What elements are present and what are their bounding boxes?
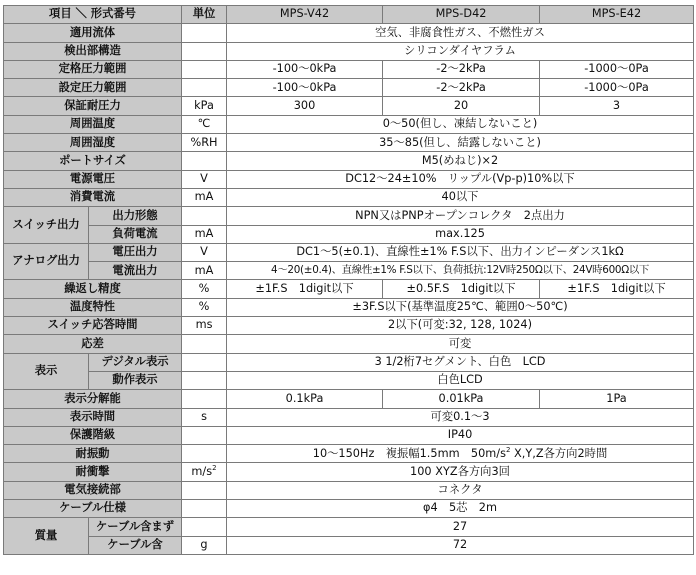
label-action-display: 動作表示	[89, 371, 182, 389]
value-detector: シリコンダイヤフラム	[227, 42, 694, 60]
value-digital-display: 3 1/2桁7セグメント、白色 LCD	[227, 353, 694, 371]
value-resolution-d42: 0.01kPa	[383, 390, 540, 408]
value-vibration	[227, 445, 694, 463]
header-mps-e42: MPS-E42	[540, 6, 694, 24]
unit-output-form	[182, 207, 227, 225]
unit-vibration	[182, 445, 227, 463]
value-set-range-e42: -1000〜0Pa	[540, 79, 694, 97]
unit-mass-without-cable	[182, 518, 227, 536]
label-shock: 耐衝撃	[4, 463, 182, 481]
value-repeatability-e42: ±1F.S 1digit以下	[540, 280, 694, 298]
row-mass-with-cable	[4, 536, 694, 554]
value-connection: コネクタ	[227, 481, 694, 499]
row-ambient-temp	[4, 115, 694, 133]
label-rated-range: 定格圧力範囲	[4, 60, 182, 78]
value-voltage-output: DC1〜5(±0.1)、直線性±1% F.S以下、出力インピーダンス1kΩ	[227, 243, 694, 261]
value-proof-d42: 20	[383, 97, 540, 115]
unit-proof-pressure: kPa	[182, 97, 227, 115]
value-proof-v42: 300	[227, 97, 383, 115]
header-item: 項目 ＼ 形式番号	[4, 6, 182, 24]
unit-resolution	[182, 390, 227, 408]
unit-current-consumption: mA	[182, 188, 227, 206]
label-vibration: 耐振動	[4, 445, 182, 463]
label-repeatability: 繰返し精度	[4, 280, 182, 298]
row-fluid	[4, 24, 694, 42]
value-temp-characteristic: ±3F.S以下(基準温度25℃、範囲0〜50℃)	[227, 298, 694, 316]
row-protection	[4, 426, 694, 444]
label-analog-output: アナログ出力	[4, 243, 89, 280]
label-resolution: 表示分解能	[4, 390, 182, 408]
label-protection: 保護階級	[4, 426, 182, 444]
row-cable	[4, 500, 694, 518]
value-proof-e42: 3	[540, 97, 694, 115]
unit-shock-base: m/s	[191, 465, 213, 479]
row-display-action	[4, 371, 694, 389]
row-display-digital	[4, 353, 694, 371]
label-mass-with-cable: ケーブル含	[89, 536, 182, 554]
label-display: 表示	[4, 353, 89, 390]
header-mps-v42: MPS-V42	[227, 6, 383, 24]
row-display-time	[4, 408, 694, 426]
header-row	[4, 6, 694, 24]
row-shock	[4, 463, 694, 481]
unit-hysteresis	[182, 335, 227, 353]
label-current-consumption: 消費電流	[4, 188, 182, 206]
label-temp-characteristic: 温度特性	[4, 298, 182, 316]
unit-temp-characteristic: %	[182, 298, 227, 316]
label-output-form: 出力形態	[89, 207, 182, 225]
unit-shock	[182, 463, 227, 481]
value-load-current: max.125	[227, 225, 694, 243]
spec-table	[3, 5, 694, 555]
label-supply-voltage: 電源電圧	[4, 170, 182, 188]
row-hysteresis	[4, 335, 694, 353]
value-mass-without-cable: 27	[227, 518, 694, 536]
value-repeatability-v42: ±1F.S 1digit以下	[227, 280, 383, 298]
label-ambient-humidity: 周囲湿度	[4, 134, 182, 152]
unit-voltage-output: V	[182, 243, 227, 261]
row-detector	[4, 42, 694, 60]
value-protection: IP40	[227, 426, 694, 444]
label-response-time: スイッチ応答時間	[4, 317, 182, 335]
label-connection: 電気接続部	[4, 481, 182, 499]
value-output-form: NPN又はPNPオープンコレクタ 2点出力	[227, 207, 694, 225]
value-resolution-e42: 1Pa	[540, 390, 694, 408]
row-vibration	[4, 445, 694, 463]
label-current-output: 電流出力	[89, 262, 182, 280]
label-mass: 質量	[4, 518, 89, 555]
value-ambient-temp: 0〜50(但し、凍結しないこと)	[227, 115, 694, 133]
unit-cable	[182, 500, 227, 518]
label-fluid: 適用流体	[4, 24, 182, 42]
row-mass-without-cable	[4, 518, 694, 536]
value-vibration-exponent: 2	[505, 446, 511, 455]
label-ambient-temp: 周囲温度	[4, 115, 182, 133]
label-set-range: 設定圧力範囲	[4, 79, 182, 97]
value-supply-voltage: DC12〜24±10% リップル(Vp-p)10%以下	[227, 170, 694, 188]
value-action-display: 白色LCD	[227, 371, 694, 389]
unit-current-output: mA	[182, 262, 227, 280]
label-proof-pressure: 保証耐圧力	[4, 97, 182, 115]
row-repeatability	[4, 280, 694, 298]
value-rated-range-v42: -100〜0kPa	[227, 60, 383, 78]
label-port-size: ポートサイズ	[4, 152, 182, 170]
value-hysteresis: 可変	[227, 335, 694, 353]
label-hysteresis: 応差	[4, 335, 182, 353]
label-load-current: 負荷電流	[89, 225, 182, 243]
value-rated-range-e42: -1000〜0Pa	[540, 60, 694, 78]
label-digital-display: デジタル表示	[89, 353, 182, 371]
row-rated-range	[4, 60, 694, 78]
value-port-size: M5(めねじ)×2	[227, 152, 694, 170]
unit-display-time: s	[182, 408, 227, 426]
label-switch-output: スイッチ出力	[4, 207, 89, 244]
unit-set-range	[182, 79, 227, 97]
value-mass-with-cable: 72	[227, 536, 694, 554]
value-set-range-v42: -100〜0kPa	[227, 79, 383, 97]
unit-rated-range	[182, 60, 227, 78]
unit-shock-exponent: 2	[212, 464, 217, 473]
value-display-time: 可変0.1〜3	[227, 408, 694, 426]
row-switch-load-current	[4, 225, 694, 243]
value-current-consumption: 40以下	[227, 188, 694, 206]
spec-table-container	[3, 5, 693, 555]
unit-fluid	[182, 24, 227, 42]
label-display-time: 表示時間	[4, 408, 182, 426]
unit-repeatability: %	[182, 280, 227, 298]
unit-port-size	[182, 152, 227, 170]
row-port-size	[4, 152, 694, 170]
unit-response-time: ms	[182, 317, 227, 335]
row-analog-voltage	[4, 243, 694, 261]
label-voltage-output: 電圧出力	[89, 243, 182, 261]
label-mass-without-cable: ケーブル含まず	[89, 518, 182, 536]
value-current-output: 4〜20(±0.4)、直線性±1% F.S以下、負荷抵抗:12V時250Ω以下、24V時600Ω以下	[227, 262, 694, 280]
row-current-consumption	[4, 188, 694, 206]
row-ambient-humidity	[4, 134, 694, 152]
row-analog-current	[4, 262, 694, 280]
label-detector: 検出部構造	[4, 42, 182, 60]
unit-supply-voltage: V	[182, 170, 227, 188]
row-resolution	[4, 390, 694, 408]
unit-ambient-temp: ℃	[182, 115, 227, 133]
header-unit: 単位	[182, 6, 227, 24]
unit-ambient-humidity: %RH	[182, 134, 227, 152]
unit-action-display	[182, 371, 227, 389]
value-response-time: 2以下(可変:32, 128, 1024)	[227, 317, 694, 335]
value-vibration-main: 10〜150Hz 複振幅1.5mm 50m/s	[312, 446, 506, 460]
unit-connection	[182, 481, 227, 499]
unit-mass-with-cable: g	[182, 536, 227, 554]
row-set-range	[4, 79, 694, 97]
value-shock: 100 XYZ各方向3回	[227, 463, 694, 481]
header-mps-d42: MPS-D42	[383, 6, 540, 24]
value-cable: φ4 5芯 2m	[227, 500, 694, 518]
row-supply-voltage	[4, 170, 694, 188]
unit-protection	[182, 426, 227, 444]
label-cable: ケーブル仕様	[4, 500, 182, 518]
unit-digital-display	[182, 353, 227, 371]
row-temp-characteristic	[4, 298, 694, 316]
value-rated-range-d42: -2〜2kPa	[383, 60, 540, 78]
row-response-time	[4, 317, 694, 335]
value-repeatability-d42: ±0.5F.S 1digit以下	[383, 280, 540, 298]
unit-load-current: mA	[182, 225, 227, 243]
value-ambient-humidity: 35〜85(但し、結露しないこと)	[227, 134, 694, 152]
value-resolution-v42: 0.1kPa	[227, 390, 383, 408]
value-fluid: 空気、非腐食性ガス、不燃性ガス	[227, 24, 694, 42]
value-set-range-d42: -2〜2kPa	[383, 79, 540, 97]
row-connection	[4, 481, 694, 499]
value-vibration-direction: X,Y,Z各方向2時間	[510, 446, 608, 460]
row-proof-pressure	[4, 97, 694, 115]
unit-detector	[182, 42, 227, 60]
row-switch-output-form	[4, 207, 694, 225]
